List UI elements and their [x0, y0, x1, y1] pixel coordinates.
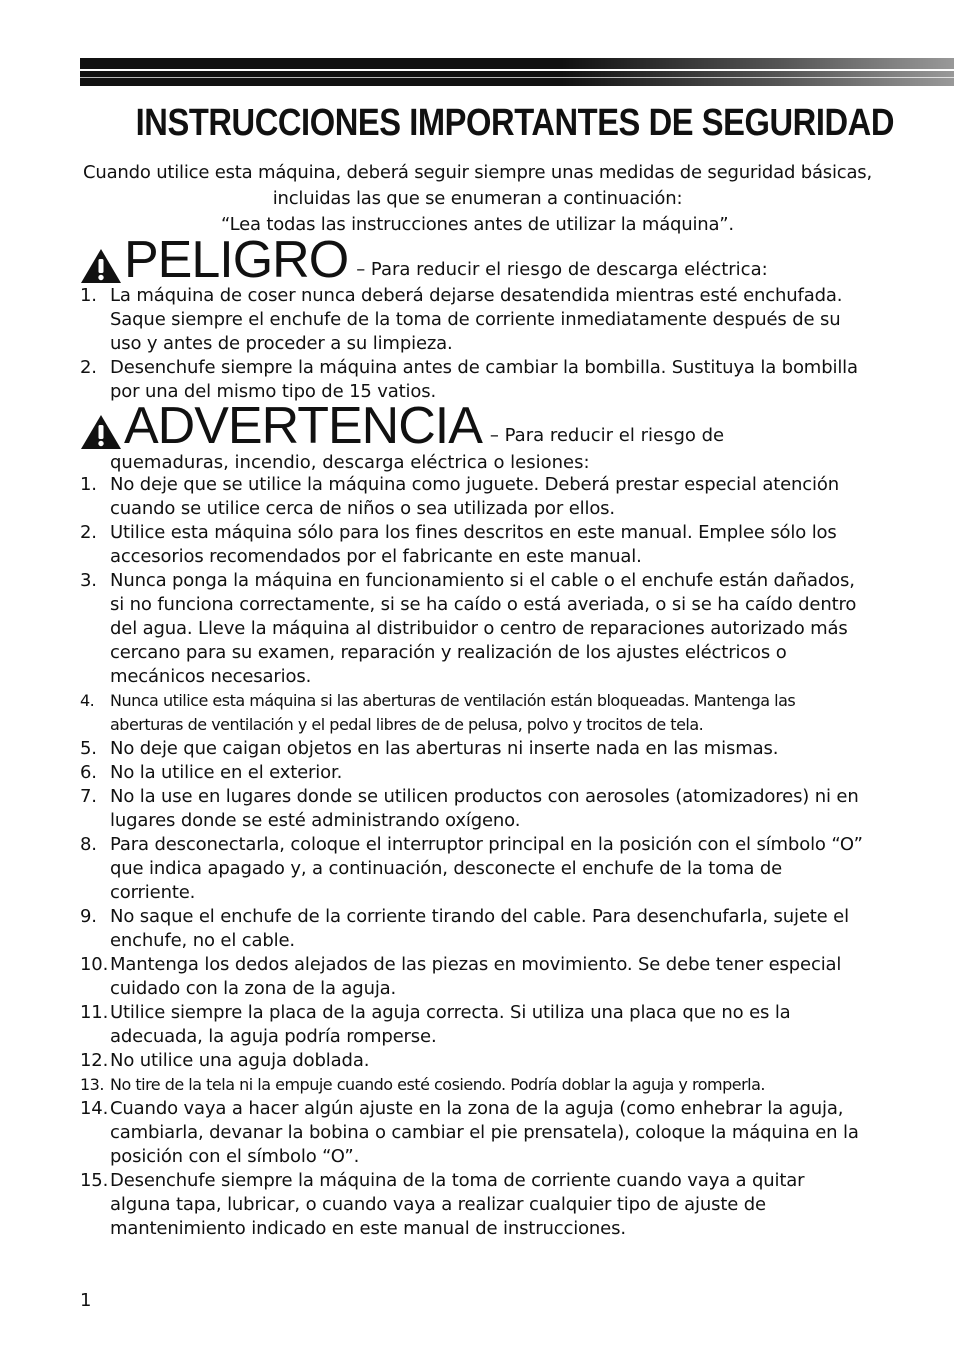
warning-heading — [80, 397, 725, 455]
warning-note: – Para reducir el riesgo de — [489, 425, 725, 446]
list-item — [80, 953, 870, 1001]
item-number: 7. — [80, 786, 97, 807]
intro-line: Cuando utilice esta máquina, deberá seguir siempre unas medidas de seguridad básicas, — [83, 162, 872, 183]
item-number: 5. — [80, 738, 97, 759]
list-item — [80, 1169, 870, 1241]
list-item — [80, 1001, 870, 1049]
list-item — [80, 1049, 870, 1073]
warning-triangle-icon — [80, 248, 122, 284]
item-text: No la utilice en el exterior. — [110, 762, 343, 783]
item-text: Desenchufe siempre la máquina de la toma de corriente cuando vaya a quitar alguna tapa, lubricar, o cuando vaya a realizar cualquier tipo de ajuste de mantenimiento indicado en este manual de instrucciones. — [110, 1170, 805, 1239]
list-item — [80, 689, 870, 737]
item-text: Nunca utilice esta máquina si las aberturas de ventilación están bloqueadas. Mantenga las aberturas de ventilación y el pedal libres de de pelusa, polvo y trocitos de tela. — [110, 691, 796, 734]
item-text: No la use en lugares donde se utilicen productos con aerosoles (atomizadores) ni en lugares donde se esté administrando oxígeno. — [110, 786, 859, 831]
list-item — [80, 833, 870, 905]
item-text: Utilice siempre la placa de la aguja correcta. Si utiliza una placa que no es la adecuada, la aguja podría romperse. — [110, 1002, 791, 1047]
list-item — [80, 905, 870, 953]
danger-list — [80, 284, 870, 404]
warning-triangle-icon — [80, 414, 122, 450]
header-rule — [80, 58, 954, 86]
danger-heading — [80, 231, 768, 289]
warning-word: ADVERTENCIA — [124, 397, 482, 455]
item-number: 8. — [80, 834, 97, 855]
list-item — [80, 761, 870, 785]
item-text: Para desconectarla, coloque el interruptor principal en la posición con el símbolo “O” que indica apagado y, a continuación, desconecte el enchufe de la toma de corriente. — [110, 834, 863, 903]
item-number: 10. — [80, 954, 109, 975]
item-text: No utilice una aguja doblada. — [110, 1050, 370, 1071]
item-number: 1. — [80, 285, 97, 306]
intro-line: incluidas las que se enumeran a continuación: — [272, 188, 683, 209]
item-number: 15. — [80, 1170, 109, 1191]
intro-line: “Lea todas las instrucciones antes de utilizar la máquina”. — [221, 214, 734, 235]
item-number: 13. — [80, 1075, 104, 1094]
item-text: La máquina de coser nunca deberá dejarse desatendida mientras esté enchufada. Saque siempre el enchufe de la toma de corriente inmediatamente después de su uso y antes de proceder a su limpieza. — [110, 285, 843, 354]
list-item — [80, 785, 870, 833]
item-number: 2. — [80, 357, 97, 378]
list-item — [80, 473, 870, 521]
item-number: 1. — [80, 474, 97, 495]
page-title: INSTRUCCIONES IMPORTANTES DE SEGURIDAD — [135, 102, 894, 144]
item-text: No saque el enchufe de la corriente tirando del cable. Para desenchufarla, sujete el enchufe, no el cable. — [110, 906, 849, 951]
list-item — [80, 569, 870, 689]
item-text: Desenchufe siempre la máquina antes de cambiar la bombilla. Sustituya la bombilla por una del mismo tipo de 15 vatios. — [110, 357, 858, 402]
list-item — [80, 1097, 870, 1169]
item-number: 11. — [80, 1002, 109, 1023]
list-item — [80, 1073, 870, 1097]
item-number: 6. — [80, 762, 97, 783]
intro-text — [80, 160, 875, 238]
item-text: Nunca ponga la máquina en funcionamiento si el cable o el enchufe están dañados, si no funciona correctamente, si se ha caído o está averiada, o si se ha caído dentro del agua. Lleve la máquina al distribuidor o centro de reparaciones autorizado más cercano para su examen, reparación y realización de los ajustes eléctricos o mecánicos necesarios. — [110, 570, 857, 687]
item-text: Cuando vaya a hacer algún ajuste en la zona de la aguja (como enhebrar la aguja, cambiarla, devanar la bobina o cambiar el pie prensatela), coloque la máquina en la posición con el símbolo “O”. — [110, 1098, 859, 1167]
item-number: 2. — [80, 522, 97, 543]
list-item — [80, 521, 870, 569]
item-text: No deje que se utilice la máquina como juguete. Deberá prestar especial atención cuando se utilice cerca de niños o sea utilizada por ellos. — [110, 474, 840, 519]
item-text: No deje que caigan objetos en las aberturas ni inserte nada en las mismas. — [110, 738, 779, 759]
item-number: 14. — [80, 1098, 109, 1119]
item-text: Utilice esta máquina sólo para los fines descritos en este manual. Emplee sólo los accesorios recomendados por el fabricante en este manual. — [110, 522, 837, 567]
danger-word: PELIGRO — [124, 231, 349, 289]
item-number: 4. — [80, 691, 95, 710]
list-item — [80, 284, 870, 356]
warning-note-continuation: quemaduras, incendio, descarga eléctrica o lesiones: — [110, 452, 590, 473]
page-number: 1 — [80, 1290, 92, 1311]
item-text: No tire de la tela ni la empuje cuando esté cosiendo. Podría doblar la aguja y romperla. — [110, 1075, 765, 1094]
item-number: 3. — [80, 570, 97, 591]
danger-note: – Para reducir el riesgo de descarga eléctrica: — [356, 259, 768, 280]
list-item — [80, 737, 870, 761]
item-text: Mantenga los dedos alejados de las piezas en movimiento. Se debe tener especial cuidado con la zona de la aguja. — [110, 954, 842, 999]
warning-list — [80, 473, 870, 1241]
item-number: 12. — [80, 1050, 109, 1071]
item-number: 9. — [80, 906, 97, 927]
